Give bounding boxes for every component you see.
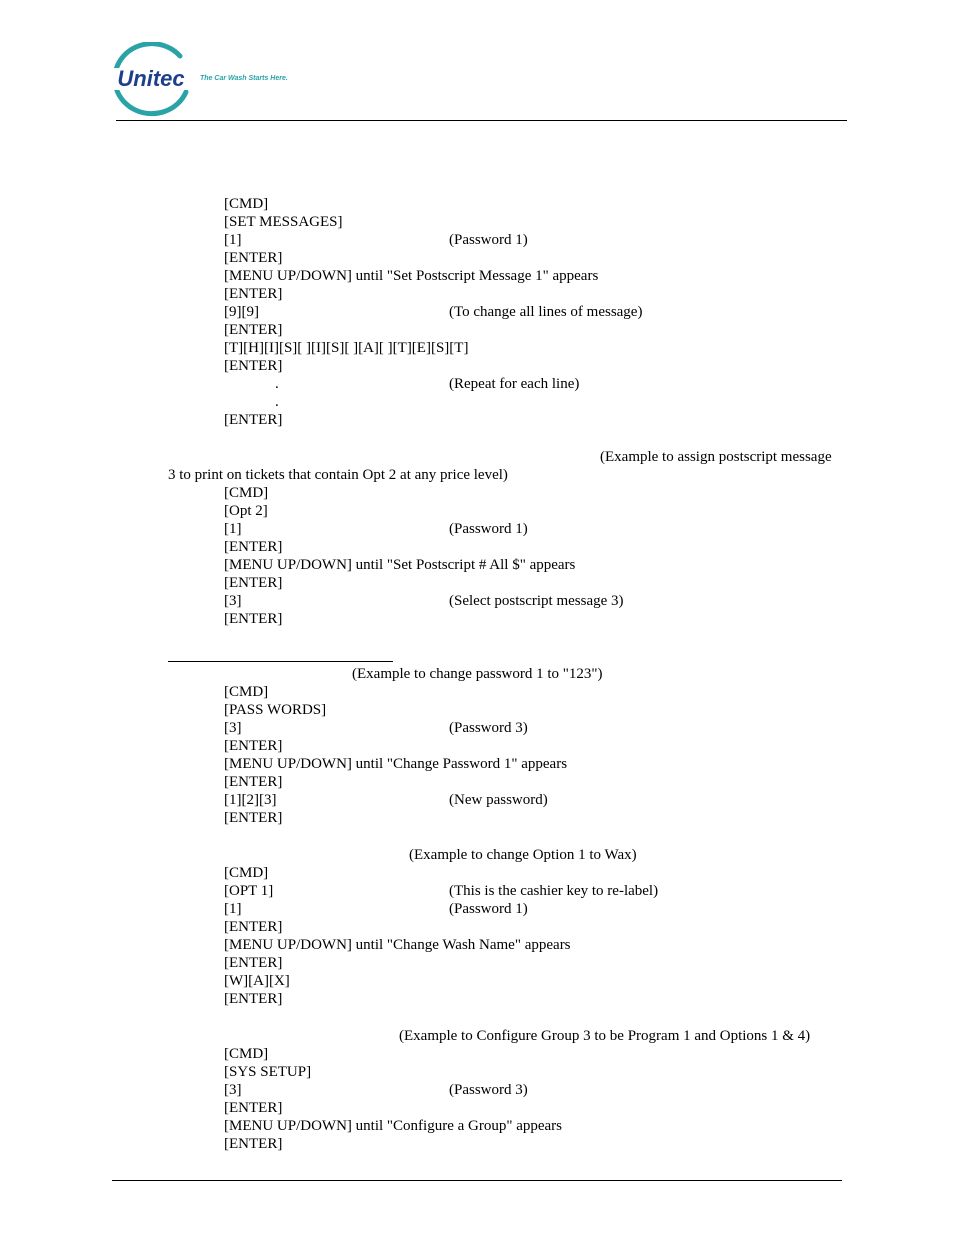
step-key: [1]	[224, 232, 242, 248]
step-comment: (To change all lines of message)	[449, 304, 643, 320]
unitec-logo	[110, 42, 192, 118]
header-divider	[116, 120, 847, 121]
step-key: [MENU UP/DOWN] until "Change Wash Name" appears	[224, 937, 571, 953]
step-key: [CMD]	[224, 485, 269, 501]
step-key: [ENTER]	[224, 539, 283, 555]
step-key: [OPT 1]	[224, 883, 274, 899]
step-key: [1]	[224, 521, 242, 537]
step-comment: (New password)	[449, 792, 548, 808]
step-key: [MENU UP/DOWN] until "Change Password 1" appears	[224, 756, 568, 772]
step-key: [3]	[224, 593, 242, 609]
step-key: [PASS WORDS]	[224, 702, 327, 718]
step-key: [ENTER]	[224, 1136, 283, 1152]
step-key: [ENTER]	[224, 322, 283, 338]
section-intro: (Example to change password 1 to "123")	[352, 666, 603, 682]
logo-text: Unitec	[117, 66, 185, 91]
step-key: [CMD]	[224, 865, 269, 881]
step-comment: (Password 1)	[449, 521, 528, 537]
footer-divider	[112, 1180, 842, 1181]
step-comment: (Repeat for each line)	[449, 376, 580, 392]
step-comment: (Password 3)	[449, 720, 528, 736]
brand-tagline: The Car Wash Starts Here.	[200, 75, 288, 82]
step-key: [ENTER]	[224, 738, 283, 754]
step-key: [ENTER]	[224, 358, 283, 374]
step-key: [1]	[224, 901, 242, 917]
step-key: [Opt 2]	[224, 503, 268, 519]
step-key: [ENTER]	[224, 991, 283, 1007]
step-key: [CMD]	[224, 1046, 269, 1062]
step-key: [ENTER]	[224, 250, 283, 266]
step-key: [MENU UP/DOWN] until "Set Postscript # All $" appears	[224, 557, 576, 573]
step-key: [ENTER]	[224, 774, 283, 790]
section-intro: (Example to change Option 1 to Wax)	[409, 847, 637, 863]
step-key: [3]	[224, 720, 242, 736]
step-key: [ENTER]	[224, 412, 283, 428]
step-comment: (Select postscript message 3)	[449, 593, 624, 609]
step-comment: (Password 1)	[449, 232, 528, 248]
step-key: [CMD]	[224, 196, 269, 212]
step-key: [W][A][X]	[224, 973, 290, 989]
section-intro: (Example to Configure Group 3 to be Program 1 and Options 1 & 4)	[399, 1028, 811, 1044]
step-key: [ENTER]	[224, 611, 283, 627]
step-key: [CMD]	[224, 684, 269, 700]
step-key: [SYS SETUP]	[224, 1064, 312, 1080]
step-key: [ENTER]	[224, 955, 283, 971]
step-key: [9][9]	[224, 304, 259, 320]
step-key: [ENTER]	[224, 575, 283, 591]
step-key: [SET MESSAGES]	[224, 214, 343, 230]
section-intro: (Example to assign postscript message	[600, 449, 832, 465]
step-key: .	[275, 376, 279, 392]
section-intro: 3 to print on tickets that contain Opt 2 at any price level)	[168, 467, 508, 483]
step-key: [3]	[224, 1082, 242, 1098]
step-comment: (Password 1)	[449, 901, 528, 917]
step-key: [ENTER]	[224, 286, 283, 302]
section-underline	[168, 661, 393, 662]
step-key: [T][H][I][S][ ][I][S][ ][A][ ][T][E][S][T]	[224, 340, 469, 356]
step-comment: (This is the cashier key to re-label)	[449, 883, 659, 899]
step-comment: (Password 3)	[449, 1082, 528, 1098]
step-key: [1][2][3]	[224, 792, 277, 808]
step-key: [ENTER]	[224, 1100, 283, 1116]
step-key: .	[275, 394, 279, 410]
step-key: [MENU UP/DOWN] until "Configure a Group" appears	[224, 1118, 563, 1134]
step-key: [ENTER]	[224, 810, 283, 826]
step-key: [ENTER]	[224, 919, 283, 935]
step-key: [MENU UP/DOWN] until "Set Postscript Message 1" appears	[224, 268, 599, 284]
